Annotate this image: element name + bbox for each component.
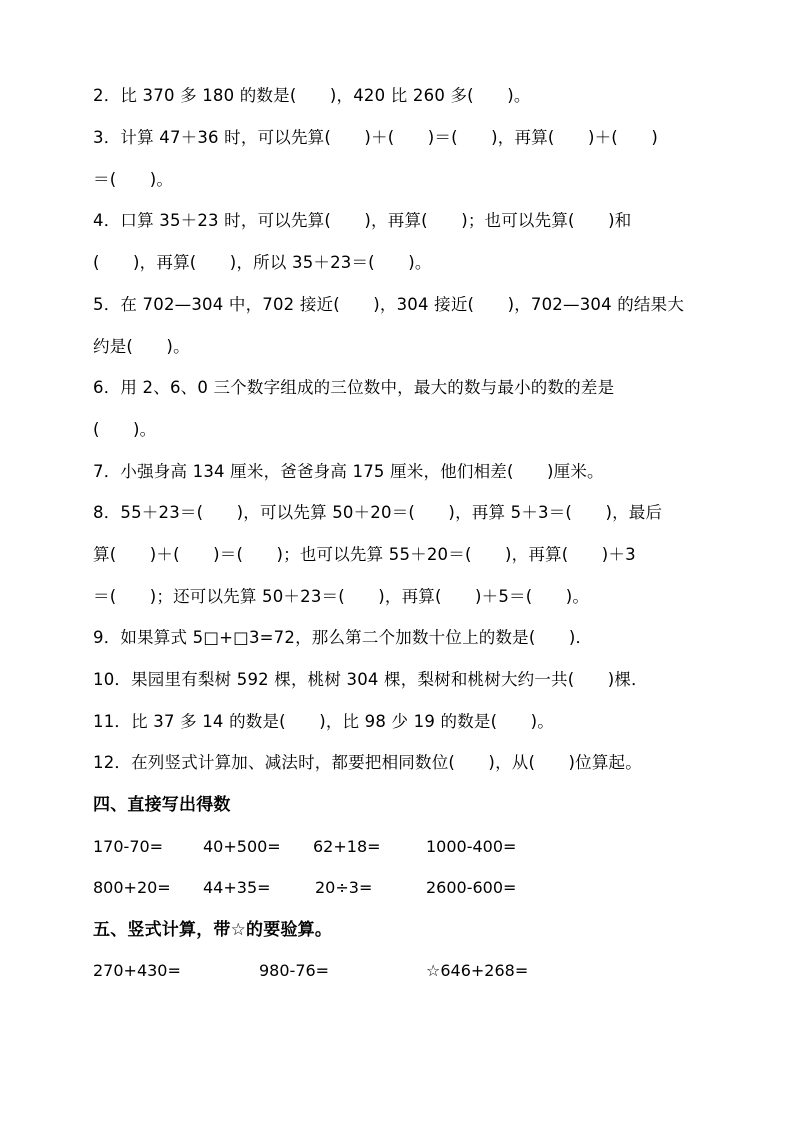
section-5-heading: 五、竖式计算，带☆的要验算。 bbox=[93, 920, 333, 940]
question-10: 10．果园里有梨树 592 棵，桃树 304 棵，梨树和桃树大约一共( )棵． bbox=[93, 670, 648, 689]
calc-item: 1000-400= bbox=[426, 837, 517, 856]
question-8-line-2: 算( )＋( )＝( )；也可以先算 55＋20＝( )，再算( )＋3 bbox=[93, 545, 636, 564]
question-2: 2．比 370 多 180 的数是( )，420 比 260 多( )。 bbox=[93, 86, 531, 105]
question-4-line-2: ( )，再算( )，所以 35＋23＝( )。 bbox=[93, 253, 432, 272]
question-12: 12．在列竖式计算加、减法时，都要把相同数位( )，从( )位算起。 bbox=[93, 753, 642, 772]
calc-item: 20÷3= bbox=[315, 878, 373, 897]
calc-item: 44+35= bbox=[203, 878, 271, 897]
question-9: 9．如果算式 5□+□3=72，那么第二个加数十位上的数是( )． bbox=[93, 628, 593, 647]
section-4-row-1 bbox=[93, 833, 713, 861]
section-4-heading: 四、直接写出得数 bbox=[93, 795, 231, 815]
calc-item: 980-76= bbox=[259, 961, 330, 980]
calc-item: 800+20= bbox=[93, 878, 171, 897]
question-6-line-1: 6．用 2、6、0 三个数字组成的三位数中，最大的数与最小的数的差是 bbox=[93, 378, 615, 397]
calc-item: 170-70= bbox=[93, 837, 164, 856]
calc-item: 62+18= bbox=[313, 837, 381, 856]
calc-item: 2600-600= bbox=[426, 878, 517, 897]
question-7: 7．小强身高 134 厘米，爸爸身高 175 厘米，他们相差( )厘米。 bbox=[93, 462, 604, 481]
question-11: 11．比 37 多 14 的数是( )，比 98 少 19 的数是( )。 bbox=[93, 712, 554, 731]
section-4-row-2 bbox=[93, 874, 713, 902]
question-8-line-3: ＝( )；还可以先算 50＋23＝( )，再算( )＋5＝( )。 bbox=[93, 587, 590, 606]
question-5-line-1: 5．在 702—304 中，702 接近( )，304 接近( )，702—304 的结果大 bbox=[93, 295, 685, 314]
question-3-line-1: 3．计算 47＋36 时，可以先算( )＋( )＝( )，再算( )＋( ) bbox=[93, 128, 658, 147]
question-6-line-2: ( )。 bbox=[93, 420, 157, 439]
question-4-line-1: 4．口算 35＋23 时，可以先算( )，再算( )；也可以先算( )和 bbox=[93, 211, 632, 230]
section-5-row-1 bbox=[93, 957, 713, 985]
calc-item: 270+430= bbox=[93, 961, 181, 980]
calc-item: 40+500= bbox=[203, 837, 281, 856]
question-3-line-2: ＝( )。 bbox=[93, 170, 174, 189]
question-5-line-2: 约是( )。 bbox=[93, 337, 190, 356]
question-8-line-1: 8．55＋23＝( )，可以先算 50＋20＝( )，再算 5＋3＝( )，最后 bbox=[93, 503, 663, 522]
calc-item: ☆646+268= bbox=[426, 961, 529, 980]
